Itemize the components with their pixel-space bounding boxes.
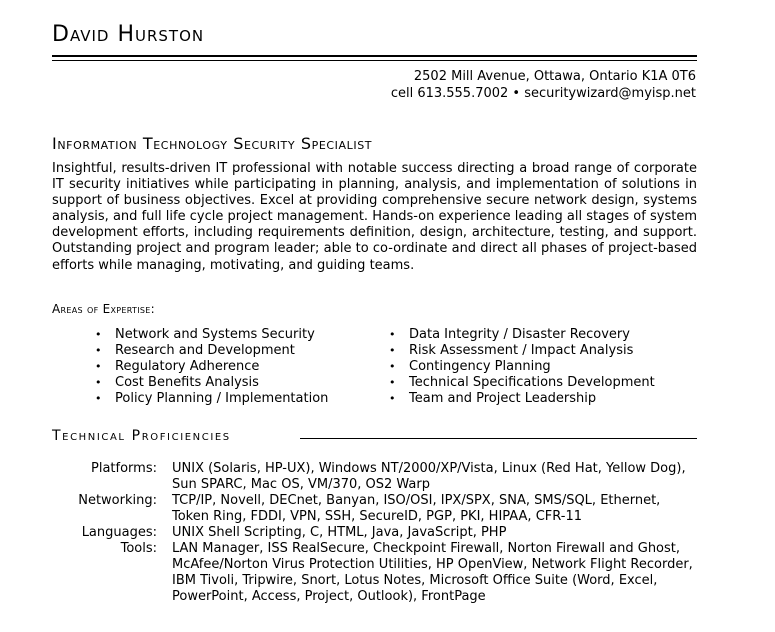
list-item: • Cost Benefits Analysis [95,375,328,391]
list-item: • Data Integrity / Disaster Recovery [389,327,655,343]
skill-row-platforms [52,461,697,493]
candidate-name: David Hurston [52,22,205,47]
contact-block [391,68,696,102]
header-rule-thin [52,60,697,61]
technical-proficiencies-heading: Technical Proficiencies [52,428,231,444]
professional-title: Information Technology Security Specialist [52,134,373,153]
list-item: • Risk Assessment / Impact Analysis [389,343,655,359]
list-item: • Technical Specifications Development [389,375,655,391]
skill-value: TCP/IP, Novell, DECnet, Banyan, ISO/OSI, IPX/SPX, SNA, SMS/SQL, Ethernet, Token Ring, FDDI, VPN, SSH, SecureID, PGP, PKI, HIPAA, CFR-11 [172,493,661,524]
list-item: • Regulatory Adherence [95,359,328,375]
skill-label: Languages: [81,525,157,540]
list-item: • Research and Development [95,343,328,359]
contact-line: cell 613.555.7002 • securitywizard@myisp.net [390,86,696,101]
skill-label: Platforms: [91,461,157,476]
areas-of-expertise-heading: Areas of Expertise: [52,302,155,316]
list-item: • Team and Project Leadership [389,391,655,407]
technical-proficiencies-table [52,461,697,605]
expertise-list-right [389,327,655,407]
skill-label: Networking: [78,493,157,508]
skill-value: LAN Manager, ISS RealSecure, Checkpoint Firewall, Norton Firewall and Ghost, McAfee/Norton Virus Protection Utilities, HP OpenView, Network Flight Recorder, IBM Tivoli, Tripwire, Snort, Lotus Notes, Microsoft Office Suite (Word, Excel, PowerPoint, Access, Project, Outlook), FrontPage [172,541,693,604]
skill-row-tools [52,541,697,605]
list-item: • Network and Systems Security [95,327,328,343]
skill-value: UNIX Shell Scripting, C, HTML, Java, JavaScript, PHP [172,525,507,540]
skill-row-languages [52,525,697,541]
skill-value: UNIX (Solaris, HP-UX), Windows NT/2000/XP/Vista, Linux (Red Hat, Yellow Dog), Sun SPARC, Mac OS, VM/370, OS2 Warp [172,461,686,492]
summary-paragraph: Insightful, results-driven IT professional with notable success directing a broad range of corporate IT security initiatives while participating in planning, analysis, and implementation of solutions in support of business objectives. Excel at providing comprehensive secure network design, systems analysis, and full life cycle project management. Hands-on experience leading all stages of system development efforts, including requirements definition, design, architecture, testing, and support. Outstanding project and program leader; able to co-ordinate and direct all phases of project-based efforts while managing, motivating, and guiding teams. [52,161,697,273]
skill-label: Tools: [120,541,157,556]
list-item: • Contingency Planning [389,359,655,375]
list-item: • Policy Planning / Implementation [95,391,328,407]
expertise-list-left [95,327,328,407]
skill-row-networking [52,493,697,525]
address-line: 2502 Mill Avenue, Ottawa, Ontario K1A 0T6 [413,69,696,84]
section-rule [300,438,697,439]
header-rule-thick [52,55,697,57]
